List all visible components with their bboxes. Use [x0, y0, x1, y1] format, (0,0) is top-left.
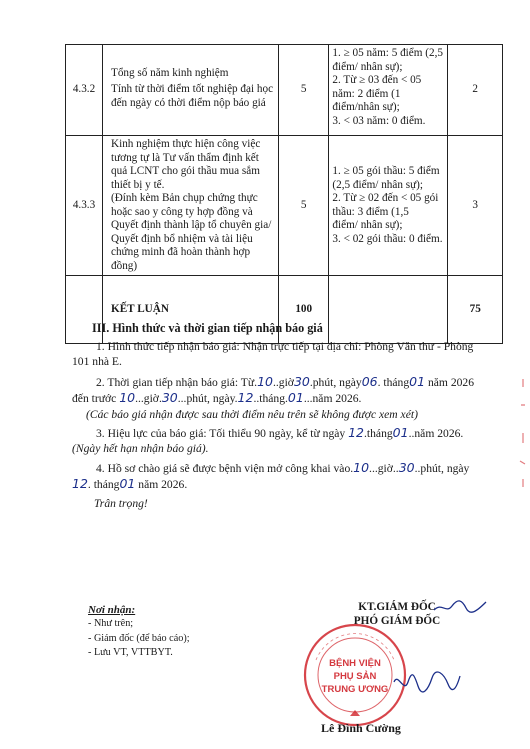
row-content: [103, 45, 279, 136]
criteria-line: 1. ≥ 05 năm: 5 điểm (2,5: [332, 47, 443, 59]
content-line: Tổng số năm kinh nghiệm: [111, 66, 229, 79]
paragraph-4-line-2: [72, 477, 187, 492]
content-line: Kinh nghiệm thực hiện công việc tương tự là Tư vấn thẩm định kết quả LCNT cho gói thầu mua sắm thiết bị y tế.: [111, 138, 261, 191]
table-row: [66, 45, 503, 136]
handwritten-minute: 30: [293, 374, 310, 389]
handwritten-day: 12: [72, 476, 88, 491]
criteria-line: 2. Từ ≥ 02 đến < 05 gói: [332, 192, 439, 204]
closing-text: Trân trọng!: [94, 497, 148, 510]
evaluation-table: [65, 44, 503, 344]
handwritten-signature-icon: [392, 668, 462, 698]
text: ...giờ..: [369, 462, 399, 475]
paragraph-1-line-2: 101 nhà E.: [72, 355, 122, 368]
content-line: Tính từ thời điểm tốt nghiệp đại học đến ngày có thời điểm nộp báo giá: [111, 83, 274, 109]
text: 2. Thời gian tiếp nhận báo giá: Từ.: [96, 376, 258, 389]
criteria-line: 3. < 02 gói thầu: 0 điểm.: [332, 232, 443, 245]
criteria-line: 3. < 03 năm: 0 điểm.: [332, 114, 426, 127]
row-index: 4.3.3: [66, 136, 103, 276]
handwritten-minute: 30: [398, 460, 415, 475]
handwritten-month: 01: [392, 425, 409, 440]
text: ..giờ: [272, 376, 294, 389]
awarded-score: 2: [448, 45, 503, 136]
row-index: 4.3.2: [66, 45, 103, 136]
section-title: III. Hình thức và thời gian tiếp nhận báo giá: [92, 321, 323, 335]
text: 3. Hiệu lực của báo giá: Tối thiểu 90 ngày, kể từ ngày: [96, 427, 349, 440]
handwritten-hour: 10: [353, 460, 370, 475]
text: ..năm 2026.: [408, 427, 464, 440]
handwritten-day: 06: [361, 374, 378, 389]
scoring-criteria: [329, 45, 448, 136]
criteria-line: (2,5 điểm/ nhân sự);: [332, 178, 423, 191]
recipient-item: - Lưu VT, VTTBYT.: [88, 646, 173, 658]
text: ...giờ.: [135, 392, 162, 405]
recipients-title: Nơi nhận:: [88, 604, 136, 616]
criteria-line: điểm/ nhân sự);: [332, 219, 403, 231]
paragraph-3-note: (Ngày hết hạn nhận báo giá).: [72, 442, 209, 455]
paragraph-4-line-1: [96, 461, 469, 476]
recipients-block: [88, 603, 190, 660]
handwritten-month: 01: [409, 374, 426, 389]
criteria-line: năm: 2 điểm (1: [332, 87, 401, 100]
max-score: 5: [279, 45, 329, 136]
stamp-text: BỆNH VIỆN: [329, 658, 381, 669]
recipient-item: - Giám đốc (để báo cáo);: [88, 632, 190, 644]
conclusion-label: KẾT LUẬN: [103, 276, 279, 344]
paragraph-2-note: (Các báo giá nhận được sau thời điểm nêu trên sẽ không được xem xét): [86, 408, 418, 421]
text: ..tháng.: [253, 392, 288, 405]
handwritten-hour: 10: [119, 390, 136, 405]
handwritten-month: 01: [287, 390, 304, 405]
handwritten-day: 12: [348, 425, 365, 440]
text: 4. Hồ sơ chào giá sẽ được bệnh viện mở công khai vào.: [96, 462, 354, 475]
criteria-line: 2. Từ ≥ 03 đến < 05: [332, 74, 422, 86]
paragraph-1-line-1: 1. Hình thức tiếp nhận báo giá: Nhận trực tiếp tại địa chỉ: Phòng Văn thư - Phòng: [96, 340, 474, 353]
awarded-score: 3: [448, 136, 503, 276]
signer-name: Lê Đình Cường: [321, 721, 401, 735]
max-score: 5: [279, 136, 329, 276]
text: . tháng: [377, 376, 410, 389]
stamp-text: TRUNG ƯƠNG: [321, 684, 389, 695]
signature-line-1: KT.GIÁM ĐỐC: [358, 601, 436, 613]
paragraph-2-line-2: [72, 391, 361, 406]
page-edge-mark-icon: [516, 375, 530, 495]
row-content: [103, 136, 279, 276]
stamp-text: PHỤ SẢN: [333, 671, 377, 682]
criteria-line: thầu: 3 điểm (1,5: [332, 205, 409, 218]
content-line: (Đính kèm Bản chụp chứng thực hoặc sao y công ty hợp đồng và Quyết định thành lập tổ chuyên gia/ Quyết định bổ nhiệm và tài liệu chứng minh đã hoàn thành hợp đồng): [111, 192, 272, 272]
handwritten-hour: 10: [257, 374, 273, 389]
initial-signature-icon: [432, 596, 488, 618]
scoring-criteria: [329, 276, 448, 344]
text: ...phút, ngày.: [177, 392, 238, 405]
total-score: 75: [448, 276, 503, 344]
criteria-line: điểm/nhân sự);: [332, 101, 400, 113]
recipient-item: - Như trên;: [88, 618, 134, 630]
paragraph-2-line-1: [96, 375, 474, 390]
criteria-line: 1. ≥ 05 gói thầu: 5 điểm: [332, 165, 440, 177]
text: ...năm 2026.: [303, 392, 362, 405]
text: đến trước: [72, 392, 120, 405]
signature-line-2: PHÓ GIÁM ĐỐC: [353, 615, 441, 627]
handwritten-month: 01: [119, 476, 136, 491]
text: .tháng: [364, 427, 393, 440]
total-max-score: 100: [279, 276, 329, 344]
scoring-criteria: [329, 136, 448, 276]
paragraph-3: [96, 426, 463, 441]
handwritten-day: 12: [237, 390, 254, 405]
criteria-line: điểm/ nhân sự);: [332, 60, 403, 73]
text: năm 2026.: [135, 478, 188, 491]
text: năm 2026: [425, 376, 475, 389]
handwritten-minute: 30: [161, 390, 178, 405]
table-row: [66, 136, 503, 276]
text: .phút, ngày: [309, 376, 362, 389]
text: . tháng: [87, 478, 120, 491]
text: ..phút, ngày: [414, 462, 470, 475]
